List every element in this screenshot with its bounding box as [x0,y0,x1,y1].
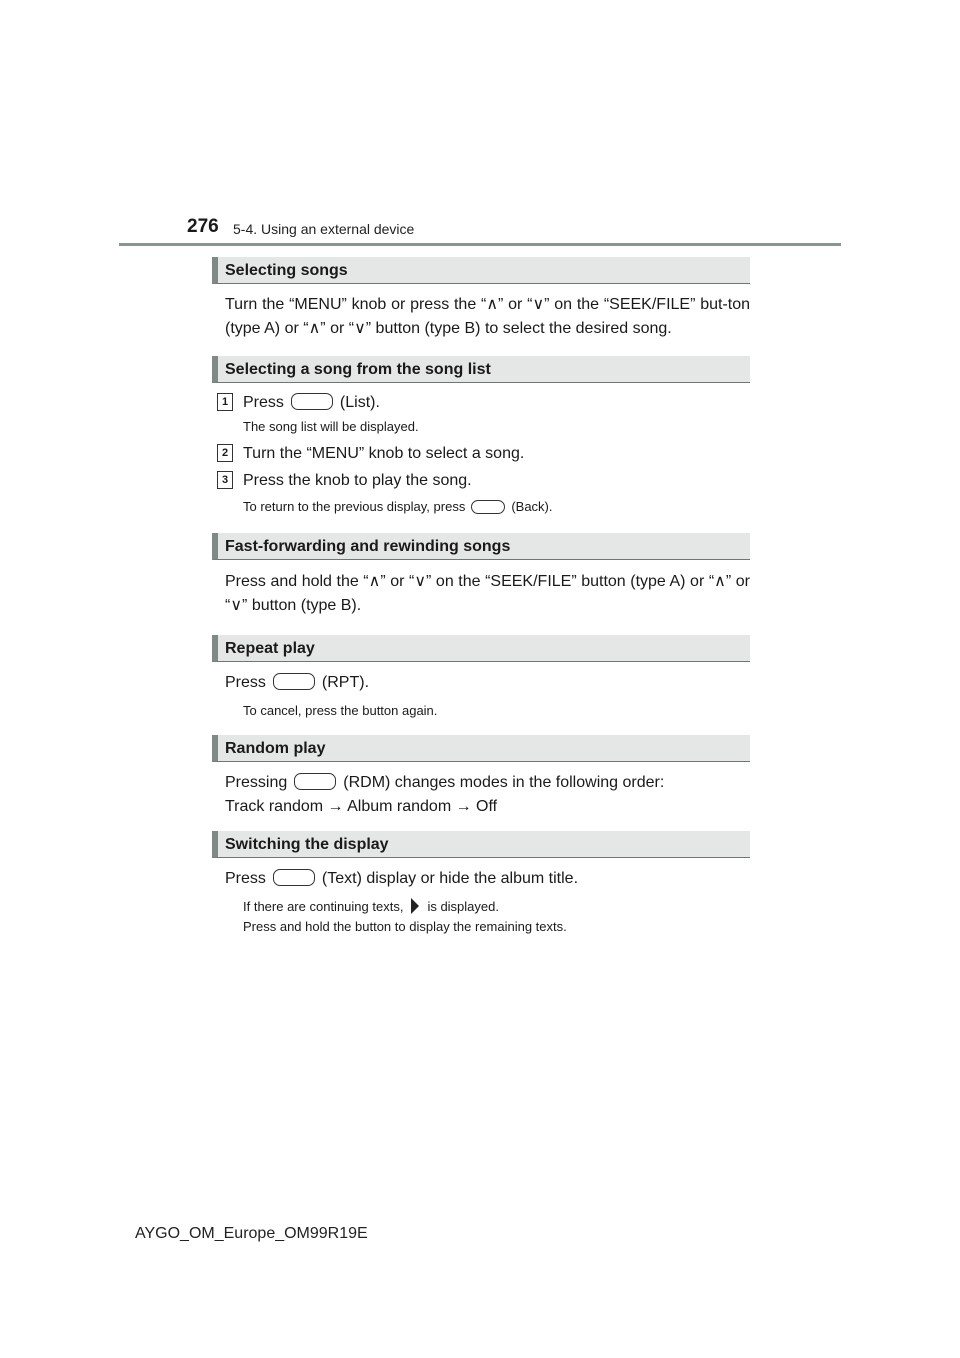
step-2 [221,442,750,466]
step-number-3: 3 [217,471,233,489]
continuing-text-icon [411,898,419,914]
display-note-1 [243,897,750,917]
section-heading-repeat: Repeat play [212,635,750,662]
step-3-note [243,497,750,517]
list-button-icon [291,393,333,410]
step-1-text-a: Press [243,394,284,411]
step-3-note-b: (Back). [511,499,553,514]
step-2-text: Turn the “MENU” knob to select a song. [243,445,525,462]
random-text [225,771,750,795]
chapter-title: 5-4. Using an external device [233,221,415,237]
display-text-a: Press [225,870,266,887]
rpt-button-icon [273,673,315,690]
fast-forward-text: Press and hold the “∧” or “∨” on the “SEEK/FILE” button (type A) or “∧” or “∨” button (type B). [225,573,750,614]
step-number-2: 2 [217,444,233,462]
display-note-1-a: If there are continuing texts, [243,899,404,914]
selecting-songs-text: Turn the “MENU” knob or press the “∧” or “∨” on the “SEEK/FILE” but-ton (type A) or “∧” or “∨” button (type B) to select the desired song. [225,296,750,337]
page-number: 276 [187,216,219,237]
section-heading-song-list: Selecting a song from the song list [212,356,750,383]
step-3-text: Press the knob to play the song. [243,472,472,489]
step-1 [221,391,750,415]
step-1-note: The song list will be displayed. [243,419,419,434]
repeat-text-a: Press [225,674,266,691]
display-note-2: Press and hold the button to display the remaining texts. [243,919,567,934]
display-text [225,867,750,891]
section-heading-fast-forward: Fast-forwarding and rewinding songs [212,533,750,560]
random-order-text: Track random → Album random → Off [225,798,498,815]
repeat-note: To cancel, press the button again. [243,703,438,718]
repeat-text [225,671,750,695]
step-1-text-b: (List). [339,394,380,411]
random-text-b: (RDM) changes modes in the following order: [343,774,665,791]
back-button-icon [471,500,505,514]
display-note-1-b: is displayed. [427,899,499,914]
step-3-note-a: To return to the previous display, press [243,499,466,514]
footer-doc-id: AYGO_OM_Europe_OM99R19E [135,1225,368,1242]
section-heading-random: Random play [212,735,750,762]
section-heading-display: Switching the display [212,831,750,858]
random-text-a: Pressing [225,774,288,791]
step-number-1: 1 [217,393,233,411]
text-button-icon [273,869,315,886]
header-rule [119,243,841,246]
repeat-text-b: (RPT). [321,674,370,691]
section-heading-selecting-songs: Selecting songs [212,257,750,284]
display-text-b: (Text) display or hide the album title. [321,870,579,887]
page-content [212,257,750,937]
step-3 [221,469,750,493]
rdm-button-icon [294,773,336,790]
